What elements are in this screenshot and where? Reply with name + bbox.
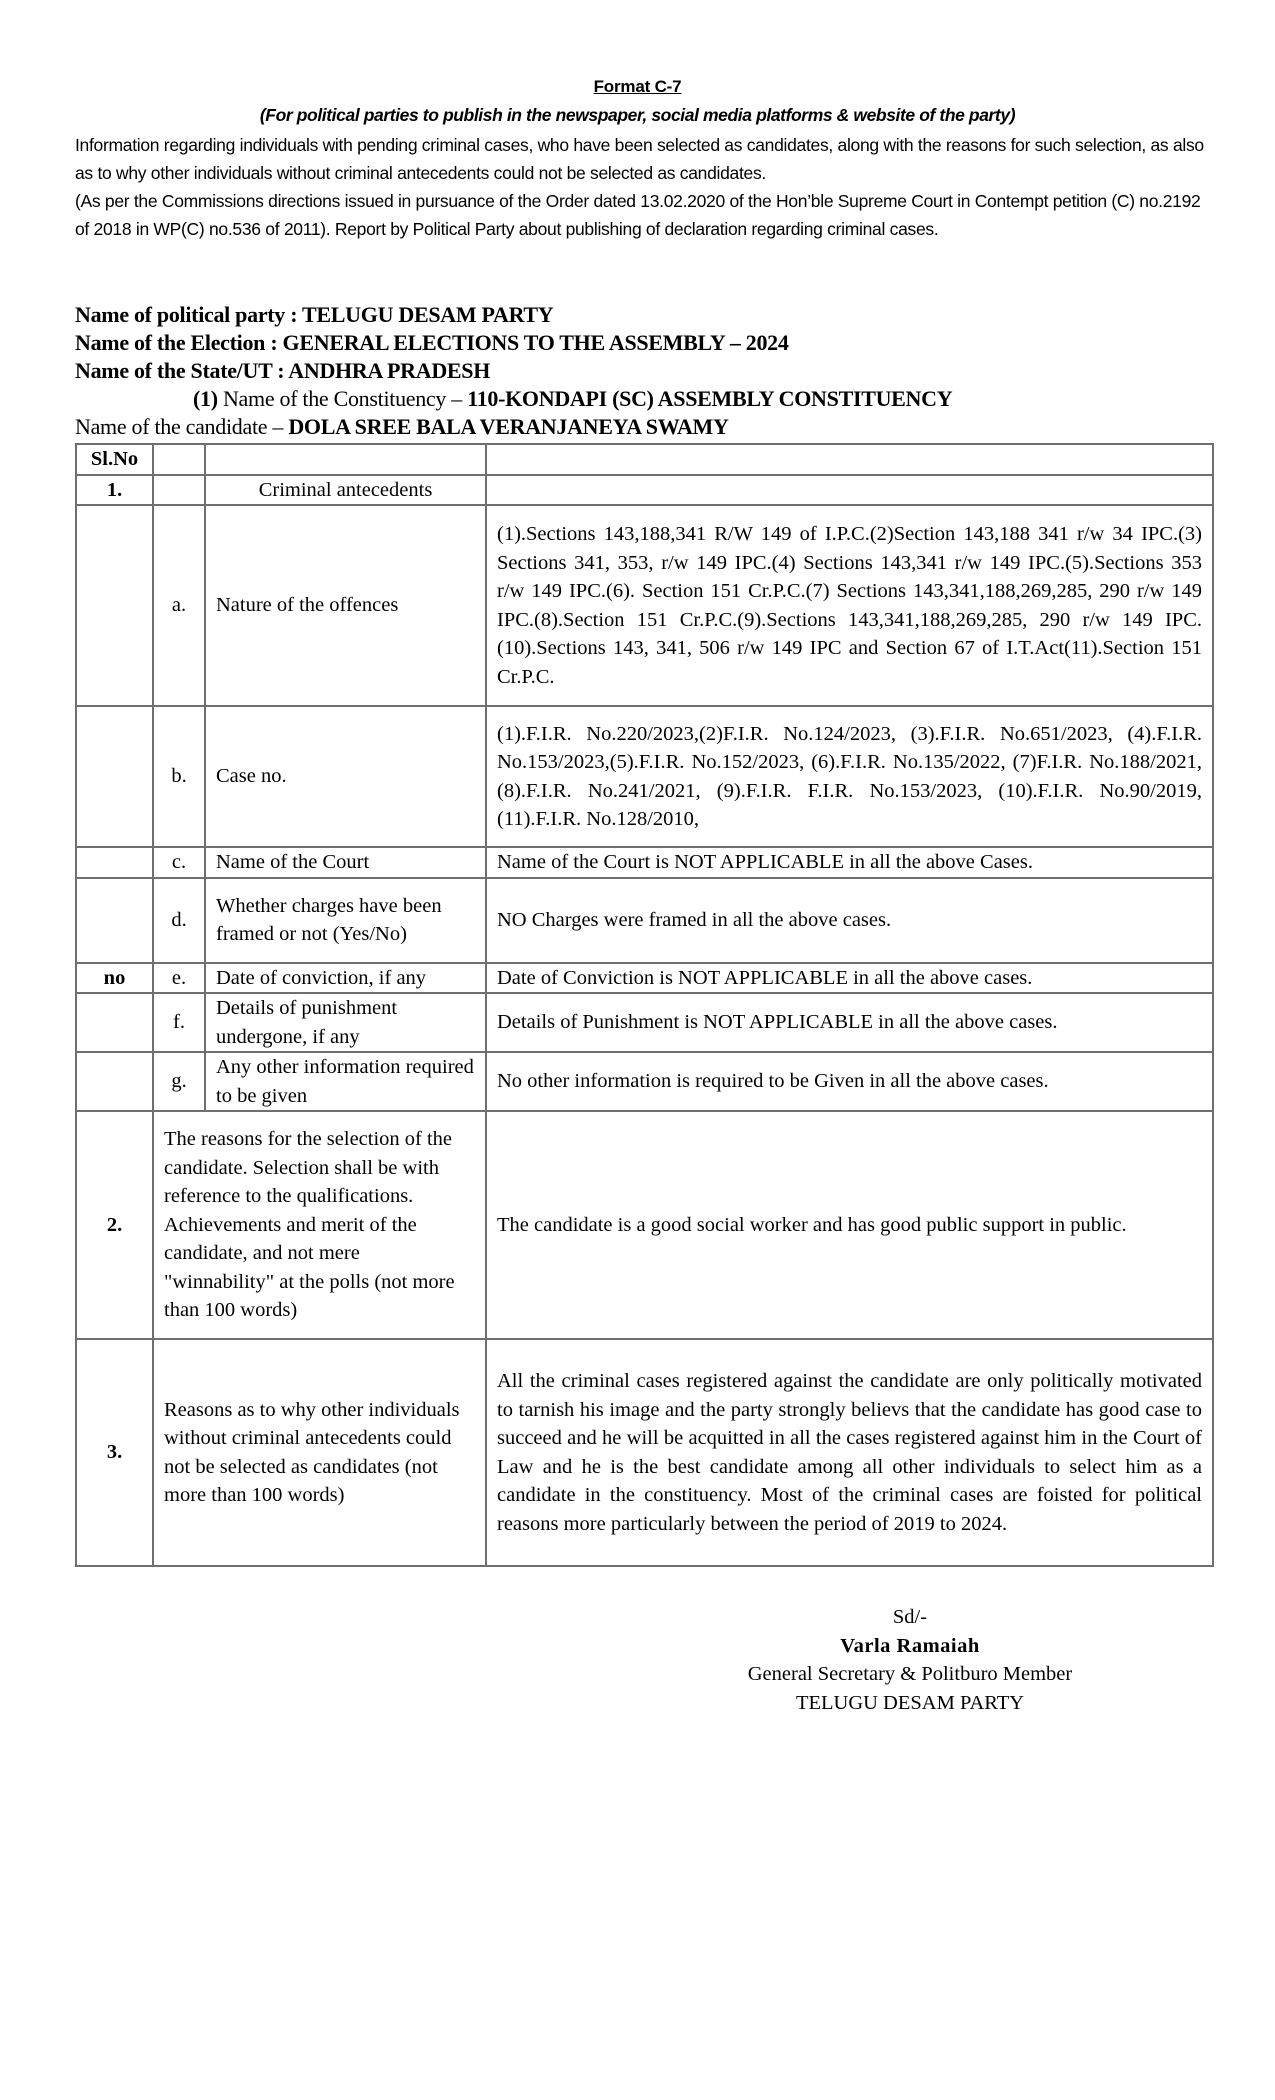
header-cell-empty xyxy=(486,444,1213,475)
intro-paragraph: Information regarding individuals with pending criminal cases, who have been selected as candidates, along with the reasons for such selection, as also as to why other individuals without criminal antecedents could not be selected as candidates. xyxy=(75,135,1204,183)
sub-letter: e. xyxy=(153,963,205,994)
sub-letter: f. xyxy=(153,993,205,1052)
signature-sd: Sd/- xyxy=(892,1606,928,1628)
row-label: Any other information required to be given xyxy=(205,1052,486,1111)
criminal-antecedents-table xyxy=(75,443,1214,1567)
sub-letter: g. xyxy=(153,1052,205,1111)
row-value: NO Charges were framed in all the above cases. xyxy=(486,878,1213,963)
constituency-value: 110-KONDAPI (SC) ASSEMBLY CONSTITUENCY xyxy=(467,386,953,411)
cell-empty xyxy=(76,505,153,706)
candidate-value: DOLA SREE BALA VERANJANEYA SWAMY xyxy=(288,414,729,439)
row-label: Case no. xyxy=(205,706,486,847)
cell-empty xyxy=(76,706,153,847)
state-line xyxy=(75,358,490,384)
cell-empty xyxy=(76,878,153,963)
cell-empty xyxy=(76,847,153,878)
constituency-number: (1) xyxy=(193,386,218,411)
sub-letter: c. xyxy=(153,847,205,878)
table-row xyxy=(76,878,1213,963)
election-value: GENERAL ELECTIONS TO THE ASSEMBLY – 2024 xyxy=(282,330,789,355)
row-value: (1).F.I.R. No.220/2023,(2)F.I.R. No.124/2023, (3).F.I.R. No.651/2023, (4).F.I.R. No.153/2023,(5).F.I.R. No.152/2023, (6).F.I.R. No.135/2022, (7)F.I.R. No.188/2021, (8).F.I.R. No.241/2021, (9).F.I.R. F.I.R. No.153/2023, (10).F.I.R. No.90/2019, (11).F.I.R. No.128/2010, xyxy=(486,706,1213,847)
intro-paragraph: (As per the Commissions directions issued in pursuance of the Order dated 13.02.2020 of the Hon’ble Supreme Court in Contempt petition (C) no.2192 of 2018 in WP(C) no.536 of 2011). Report by Political Party about publishing of declaration regarding criminal cases. xyxy=(75,191,1201,239)
row-number: 2. xyxy=(76,1111,153,1339)
sub-letter: a. xyxy=(153,505,205,706)
row-value: Name of the Court is NOT APPLICABLE in all the above Cases. xyxy=(486,847,1213,878)
row-value: Date of Conviction is NOT APPLICABLE in all the above cases. xyxy=(486,963,1213,994)
table-row xyxy=(76,475,1213,506)
candidate-line xyxy=(75,414,729,440)
table-row xyxy=(76,505,1213,706)
row-number: 3. xyxy=(76,1339,153,1566)
signatory-party: TELUGU DESAM PARTY xyxy=(795,1691,1025,1714)
party-value: TELUGU DESAM PARTY xyxy=(302,302,554,327)
constituency-line xyxy=(193,386,952,412)
cell-empty xyxy=(76,993,153,1052)
row-label: Criminal antecedents xyxy=(205,475,486,506)
intro-text xyxy=(75,131,1215,243)
table-row xyxy=(76,963,1213,994)
cell-empty xyxy=(76,1052,153,1111)
table-row xyxy=(76,847,1213,878)
row-slno: no xyxy=(76,963,153,994)
cell-empty xyxy=(153,475,205,506)
row-number: 1. xyxy=(76,475,153,506)
table-header-row xyxy=(76,444,1213,475)
format-title: Format C-7 xyxy=(593,77,682,96)
table-row xyxy=(76,1339,1213,1566)
row-label: Date of conviction, if any xyxy=(205,963,486,994)
header-cell-empty xyxy=(153,444,205,475)
row-label: Details of punishment undergone, if any xyxy=(205,993,486,1052)
row-value: The candidate is a good social worker and has good public support in public. xyxy=(486,1111,1213,1339)
header-slno: Sl.No xyxy=(76,444,153,475)
row-value: No other information is required to be Given in all the above cases. xyxy=(486,1052,1213,1111)
state-value: ANDHRA PRADESH xyxy=(288,358,491,383)
state-label: Name of the State/UT : xyxy=(75,358,289,383)
row-label: The reasons for the selection of the candidate. Selection shall be with reference to the qualifications. Achievements and merit of the candidate, and not mere "winnability" at the polls (not more than 100 words) xyxy=(153,1111,486,1339)
sub-letter: b. xyxy=(153,706,205,847)
table-row xyxy=(76,706,1213,847)
party-label: Name of political party : xyxy=(75,302,303,327)
signatory-name: Varla Ramaiah xyxy=(840,1634,980,1657)
cell-empty xyxy=(486,475,1213,506)
row-label: Name of the Court xyxy=(205,847,486,878)
constituency-label: Name of the Constituency – xyxy=(217,386,468,411)
signatory-designation: General Secretary & Politburo Member xyxy=(747,1663,1073,1685)
row-value: Details of Punishment is NOT APPLICABLE in all the above cases. xyxy=(486,993,1213,1052)
row-value: All the criminal cases registered against the candidate are only politically motivated to tarnish his image and the party strongly believs that the candidate has good case to succeed and he will be acquitted in all the cases registered against him in the Court of Law and he is the best candidate among all other individuals to select him as a candidate in the constituency. Most of the criminal cases are foisted for political reasons more particularly between the period of 2019 to 2024. xyxy=(486,1339,1213,1566)
signature-block xyxy=(680,1603,1140,1717)
party-line xyxy=(75,302,553,328)
row-label: Reasons as to why other individuals without criminal antecedents could not be selected as candidates (not more than 100 words) xyxy=(153,1339,486,1566)
election-label: Name of the Election : xyxy=(75,330,283,355)
header-cell-empty xyxy=(205,444,486,475)
format-subtitle: (For political parties to publish in the newspaper, social media platforms & website of the party) xyxy=(259,105,1016,125)
election-line xyxy=(75,330,789,356)
table-row xyxy=(76,993,1213,1052)
candidate-label: Name of the candidate – xyxy=(75,414,289,439)
table-row xyxy=(76,1052,1213,1111)
table-row xyxy=(76,1111,1213,1339)
row-value: (1).Sections 143,188,341 R/W 149 of I.P.C.(2)Section 143,188 341 r/w 34 IPC.(3) Sections 341, 353, r/w 149 IPC.(4) Sections 143,341 r/w 149 IPC.(5).Sections 353 r/w 149 IPC.(6). Section 151 Cr.P.C.(7) Sections 143,341,188,269,285, 290 r/w 149 IPC.(8).Section 151 Cr.P.C.(9).Sections 143,341,188,269,285, 290 r/w 149 IPC.(10).Sections 143, 341, 506 r/w 149 IPC and Section 67 of I.T.Act(11).Section 151 Cr.P.C. xyxy=(486,505,1213,706)
row-label: Nature of the offences xyxy=(205,505,486,706)
row-label: Whether charges have been framed or not (Yes/No) xyxy=(205,878,486,963)
sub-letter: d. xyxy=(153,878,205,963)
